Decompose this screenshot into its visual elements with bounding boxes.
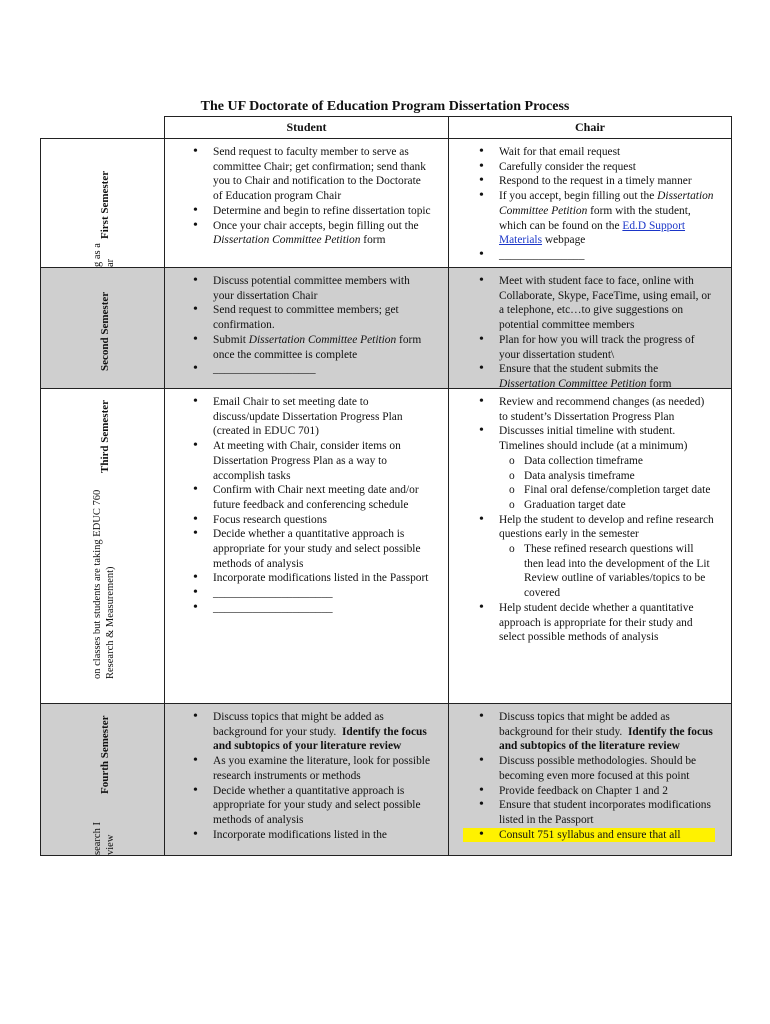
list-item: • _____________________ <box>177 601 432 616</box>
semester-label: Second Semester <box>99 291 111 371</box>
table-row <box>41 704 732 856</box>
list-item: • Decide whether a quantitative approach is appropriate for your study and select possible methods of analysis <box>177 527 432 571</box>
list-item-text: Discuss topics that might be added as background for their study. <box>499 711 670 738</box>
list-item: • Discuss potential committee members with your dissertation Chair <box>177 274 432 303</box>
sub-list-item: o Data analysis timeframe <box>463 469 715 484</box>
list-item <box>463 710 715 754</box>
side-note: ar <box>105 258 116 267</box>
list-item: • Determine and begin to refine dissertation topic <box>177 204 432 219</box>
semester-label: Fourth Semester <box>99 715 111 794</box>
list-item-text: Help the student to develop and refine research questions early in the semester <box>499 513 714 541</box>
list-item: • If you accept, begin filling out the Dissertation Committee Petition form with the student, which can be found on the Ed.D Support Materials webpage <box>463 189 715 248</box>
header-chair: Chair <box>449 117 732 139</box>
side-note: Research & Measurement) <box>105 566 116 679</box>
student-cell <box>165 268 449 389</box>
list-item: • Decide whether a quantitative approach is appropriate for your study and select possible methods of analysis <box>177 784 432 828</box>
list-item: • Send request to committee members; get confirmation. <box>177 303 432 332</box>
table-row <box>41 139 732 268</box>
list-item: • Help student decide whether a quantitative approach is appropriate for their study and select possible methods of analysis <box>463 601 715 645</box>
list-item: • Meet with student face to face, online with Collaborate, Skype, FaceTime, using email, or a telephone, etc…to give suggestions on potential committee members <box>463 274 715 333</box>
semester-cell <box>41 389 165 704</box>
ed-d-support-materials-link[interactable]: Ed.D Support Materials <box>499 219 686 247</box>
side-note: g as a <box>92 243 103 267</box>
list-item: • Focus research questions <box>177 513 432 528</box>
student-cell <box>165 389 449 704</box>
semester-cell <box>41 139 165 268</box>
list-item: • _____________________ <box>177 586 432 601</box>
list-item: • Respond to the request in a timely manner <box>463 174 715 189</box>
sub-list-item: o Data collection timeframe <box>463 454 715 469</box>
sub-list-item: o These refined research questions will then lead into the development of the Lit Review outline of variables/topics to be covered <box>463 542 715 601</box>
list-item: • Incorporate modifications listed in the Passport <box>177 571 432 586</box>
dissertation-process-table <box>40 116 732 856</box>
list-item: • Wait for that email request <box>463 145 715 160</box>
table-row <box>41 389 732 704</box>
list-item: • Consult 751 syllabus and ensure that all <box>463 828 715 843</box>
chair-cell <box>449 268 732 389</box>
sub-list-item: o Final oral defense/completion target date <box>463 483 715 498</box>
list-item <box>463 513 715 601</box>
header-student: Student <box>165 117 449 139</box>
list-item: • Email Chair to set meeting date to discuss/update Dissertation Progress Plan (created in EDUC 701) <box>177 395 432 439</box>
list-item: • Once your chair accepts, begin filling out the Dissertation Committee Petition form <box>177 219 432 248</box>
side-note: search I <box>92 822 103 855</box>
list-item: • Plan for how you will track the progress of your dissertation student\ <box>463 333 715 362</box>
sub-list-item: o Graduation target date <box>463 498 715 513</box>
table-row <box>41 268 732 389</box>
list-item: • Discuss possible methodologies. Should be becoming even more focused at this point <box>463 754 715 783</box>
side-note: view <box>105 834 116 855</box>
student-cell <box>165 139 449 268</box>
list-item-text: Discuss topics that might be added as background for your study. <box>213 711 384 738</box>
list-item: • Confirm with Chair next meeting date and/or future feedback and conferencing schedule <box>177 483 432 512</box>
chair-cell <box>449 389 732 704</box>
list-item-emphasis: Identify the focus and subtopics of your literature review <box>213 725 427 753</box>
list-item: • Submit Dissertation Committee Petition form once the committee is complete <box>177 333 432 362</box>
semester-label: First Semester <box>99 170 111 239</box>
list-item: • Ensure that the student submits the Dissertation Committee Petition form <box>463 362 715 391</box>
list-item: • Carefully consider the request <box>463 160 715 175</box>
document-title: The UF Doctorate of Education Program Dissertation Process <box>200 99 570 114</box>
list-item: • _______________ <box>463 248 715 263</box>
list-item: • As you examine the literature, look for possible research instruments or methods <box>177 754 432 783</box>
list-item-text: Discusses initial timeline with student. Timelines should include (at a minimum) <box>499 425 688 453</box>
list-item: • Review and recommend changes (as needed) to student’s Dissertation Progress Plan <box>463 395 715 424</box>
list-item <box>463 424 715 512</box>
chair-cell <box>449 139 732 268</box>
list-item: • At meeting with Chair, consider items on Dissertation Progress Plan as a way to accomplish tasks <box>177 439 432 483</box>
side-note: on classes but students are taking EDUC 760 <box>92 489 103 679</box>
list-item <box>177 710 432 754</box>
list-item: • Provide feedback on Chapter 1 and 2 <box>463 784 715 799</box>
table-header-row <box>41 117 732 139</box>
list-item: • Incorporate modifications listed in the <box>177 828 432 843</box>
list-item: • __________________ <box>177 362 432 377</box>
chair-cell <box>449 704 732 856</box>
list-item-emphasis: Identify the focus and subtopics of the literature review <box>499 725 713 753</box>
header-blank <box>41 117 165 139</box>
list-item: • Ensure that student incorporates modifications listed in the Passport <box>463 798 715 827</box>
semester-label: Third Semester <box>99 399 111 473</box>
semester-cell <box>41 268 165 389</box>
semester-cell <box>41 704 165 856</box>
student-cell <box>165 704 449 856</box>
list-item: • Send request to faculty member to serve as committee Chair; get confirmation; send thank you to Chair and notification to the Doctorate of Education program Chair <box>177 145 432 204</box>
